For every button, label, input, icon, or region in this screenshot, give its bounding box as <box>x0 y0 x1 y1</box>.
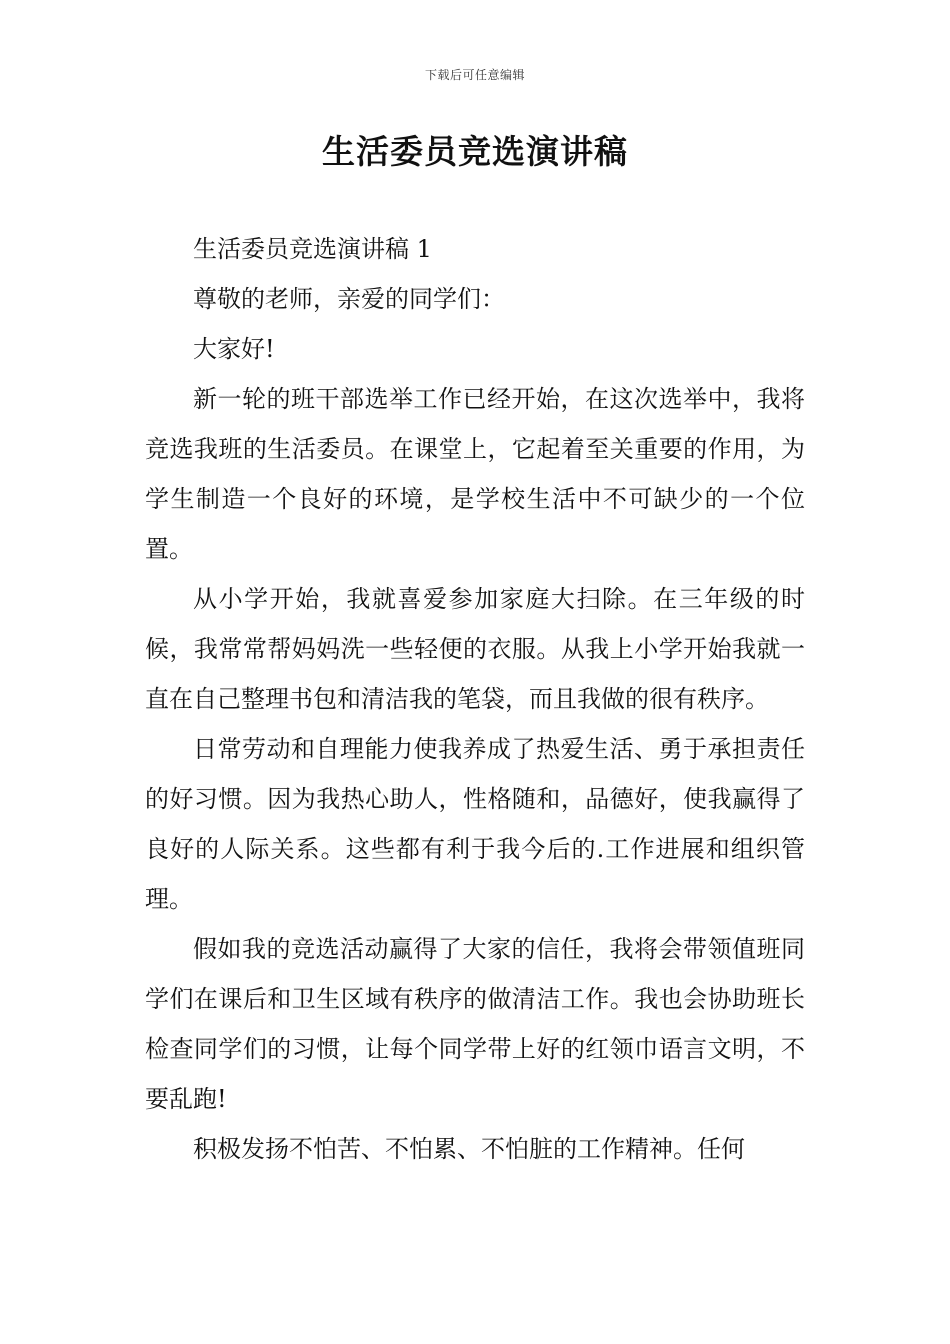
paragraph: 假如我的竞选活动赢得了大家的信任，我将会带领值班同学们在课后和卫生区域有秩序的做清洁工作。我也会协助班长检查同学们的习惯，让每个同学带上好的红领巾语言文明，不要乱跑! <box>145 935 805 1113</box>
document-body <box>145 224 805 1174</box>
paragraph: 积极发扬不怕苦、不怕累、不怕脏的工作精神。任何 <box>193 1135 745 1163</box>
paragraph-hello: 大家好! <box>193 335 275 363</box>
header-note: 下载后可任意编辑 <box>424 68 525 82</box>
paragraph: 从小学开始，我就喜爱参加家庭大扫除。在三年级的时候，我常常帮妈妈洗一些轻便的衣服。从我上小学开始我就一直在自己整理书包和清洁我的笔袋，而且我做的很有秩序。 <box>145 585 805 713</box>
paragraph-greeting: 尊敬的老师，亲爱的同学们： <box>193 285 505 313</box>
paragraph: 日常劳动和自理能力使我养成了热爱生活、勇于承担责任的好习惯。因为我热心助人，性格随和，品德好，使我赢得了良好的人际关系。这些都有利于我今后的.工作进展和组织管理。 <box>145 735 805 913</box>
document-title: 生活委员竞选演讲稿 <box>322 132 628 171</box>
paragraph: 新一轮的班干部选举工作已经开始，在这次选举中，我将竞选我班的生活委员。在课堂上，它起着至关重要的作用，为学生制造一个良好的环境，是学校生活中不可缺少的一个位置。 <box>145 385 805 563</box>
paragraph-subtitle: 生活委员竞选演讲稿 1 <box>193 235 432 263</box>
